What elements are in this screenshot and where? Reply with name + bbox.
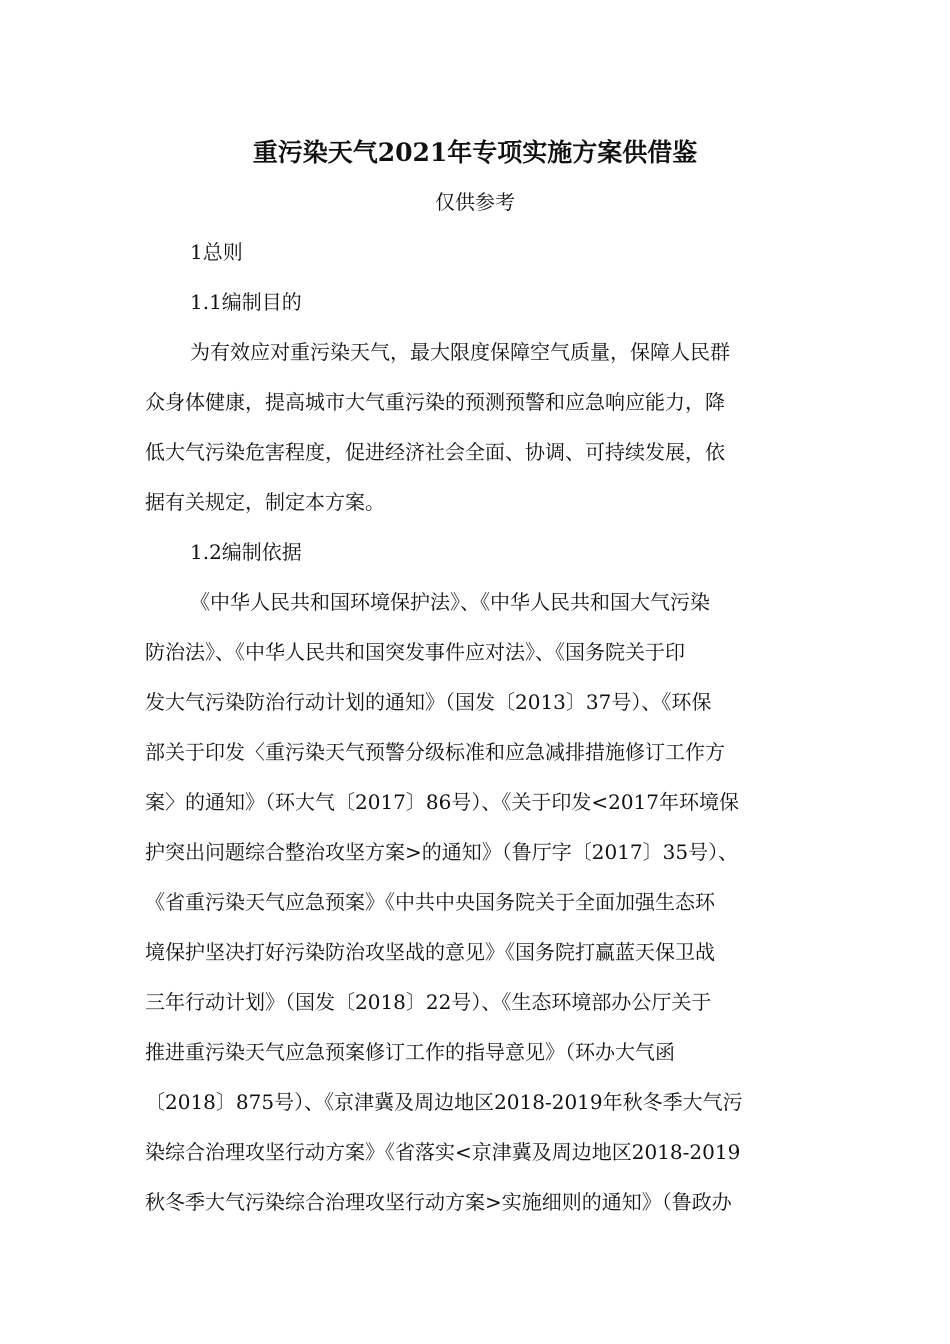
paragraph-line: 为有效应对重污染天气，最大限度保障空气质量，保障人民群 xyxy=(190,340,730,364)
paragraph-line: 《中华人民共和国环境保护法》、《中华人民共和国大气污染 xyxy=(190,590,710,614)
paragraph-line: 众身体健康，提高城市大气重污染的预测预警和应急响应能力，降 xyxy=(145,390,725,414)
section-heading-1-1: 1.1编制目的 xyxy=(190,290,302,314)
paragraph-line: 部关于印发〈重污染天气预警分级标准和应急减排措施修订工作方 xyxy=(145,740,725,764)
paragraph-line: 推进重污染天气应急预案修订工作的指导意见》（环办大气函 xyxy=(145,1040,675,1064)
document-title: 重污染天气2021年专项实施方案供借鉴 xyxy=(252,138,698,167)
paragraph-line: 据有关规定，制定本方案。 xyxy=(145,490,385,514)
paragraph-line: 防治法》、《中华人民共和国突发事件应对法》、《国务院关于印 xyxy=(145,640,685,664)
paragraph-line: 秋冬季大气污染综合治理攻坚行动方案>实施细则的通知》（鲁政办 xyxy=(145,1190,732,1214)
paragraph-line: 护突出问题综合整治攻坚方案>的通知》（鲁厅字〔2017〕35号）、 xyxy=(145,840,739,864)
paragraph-line: 发大气污染防治行动计划的通知》（国发〔2013〕37号）、《环保 xyxy=(145,690,712,714)
paragraph-line: 染综合治理攻坚行动方案》《省落实<京津冀及周边地区2018-2019 xyxy=(145,1140,741,1164)
paragraph-line: 低大气污染危害程度，促进经济社会全面、协调、可持续发展，依 xyxy=(145,440,725,464)
paragraph-line: 境保护坚决打好污染防治攻坚战的意见》《国务院打赢蓝天保卫战 xyxy=(145,940,715,964)
paragraph-line: 三年行动计划》（国发〔2018〕22号）、《生态环境部办公厅关于 xyxy=(145,990,712,1014)
paragraph-line: 〔2018〕875号）、《京津冀及周边地区2018-2019年秋冬季大气污 xyxy=(145,1090,743,1114)
section-heading-1-2: 1.2编制依据 xyxy=(190,540,302,564)
section-heading-1: 1总则 xyxy=(190,240,243,264)
document-subtitle: 仅供参考 xyxy=(435,190,515,214)
paragraph-line: 《省重污染天气应急预案》《中共中央国务院关于全面加强生态环 xyxy=(145,890,715,914)
paragraph-line: 案〉的通知》（环大气〔2017〕86号）、《关于印发<2017年环境保 xyxy=(145,790,740,814)
